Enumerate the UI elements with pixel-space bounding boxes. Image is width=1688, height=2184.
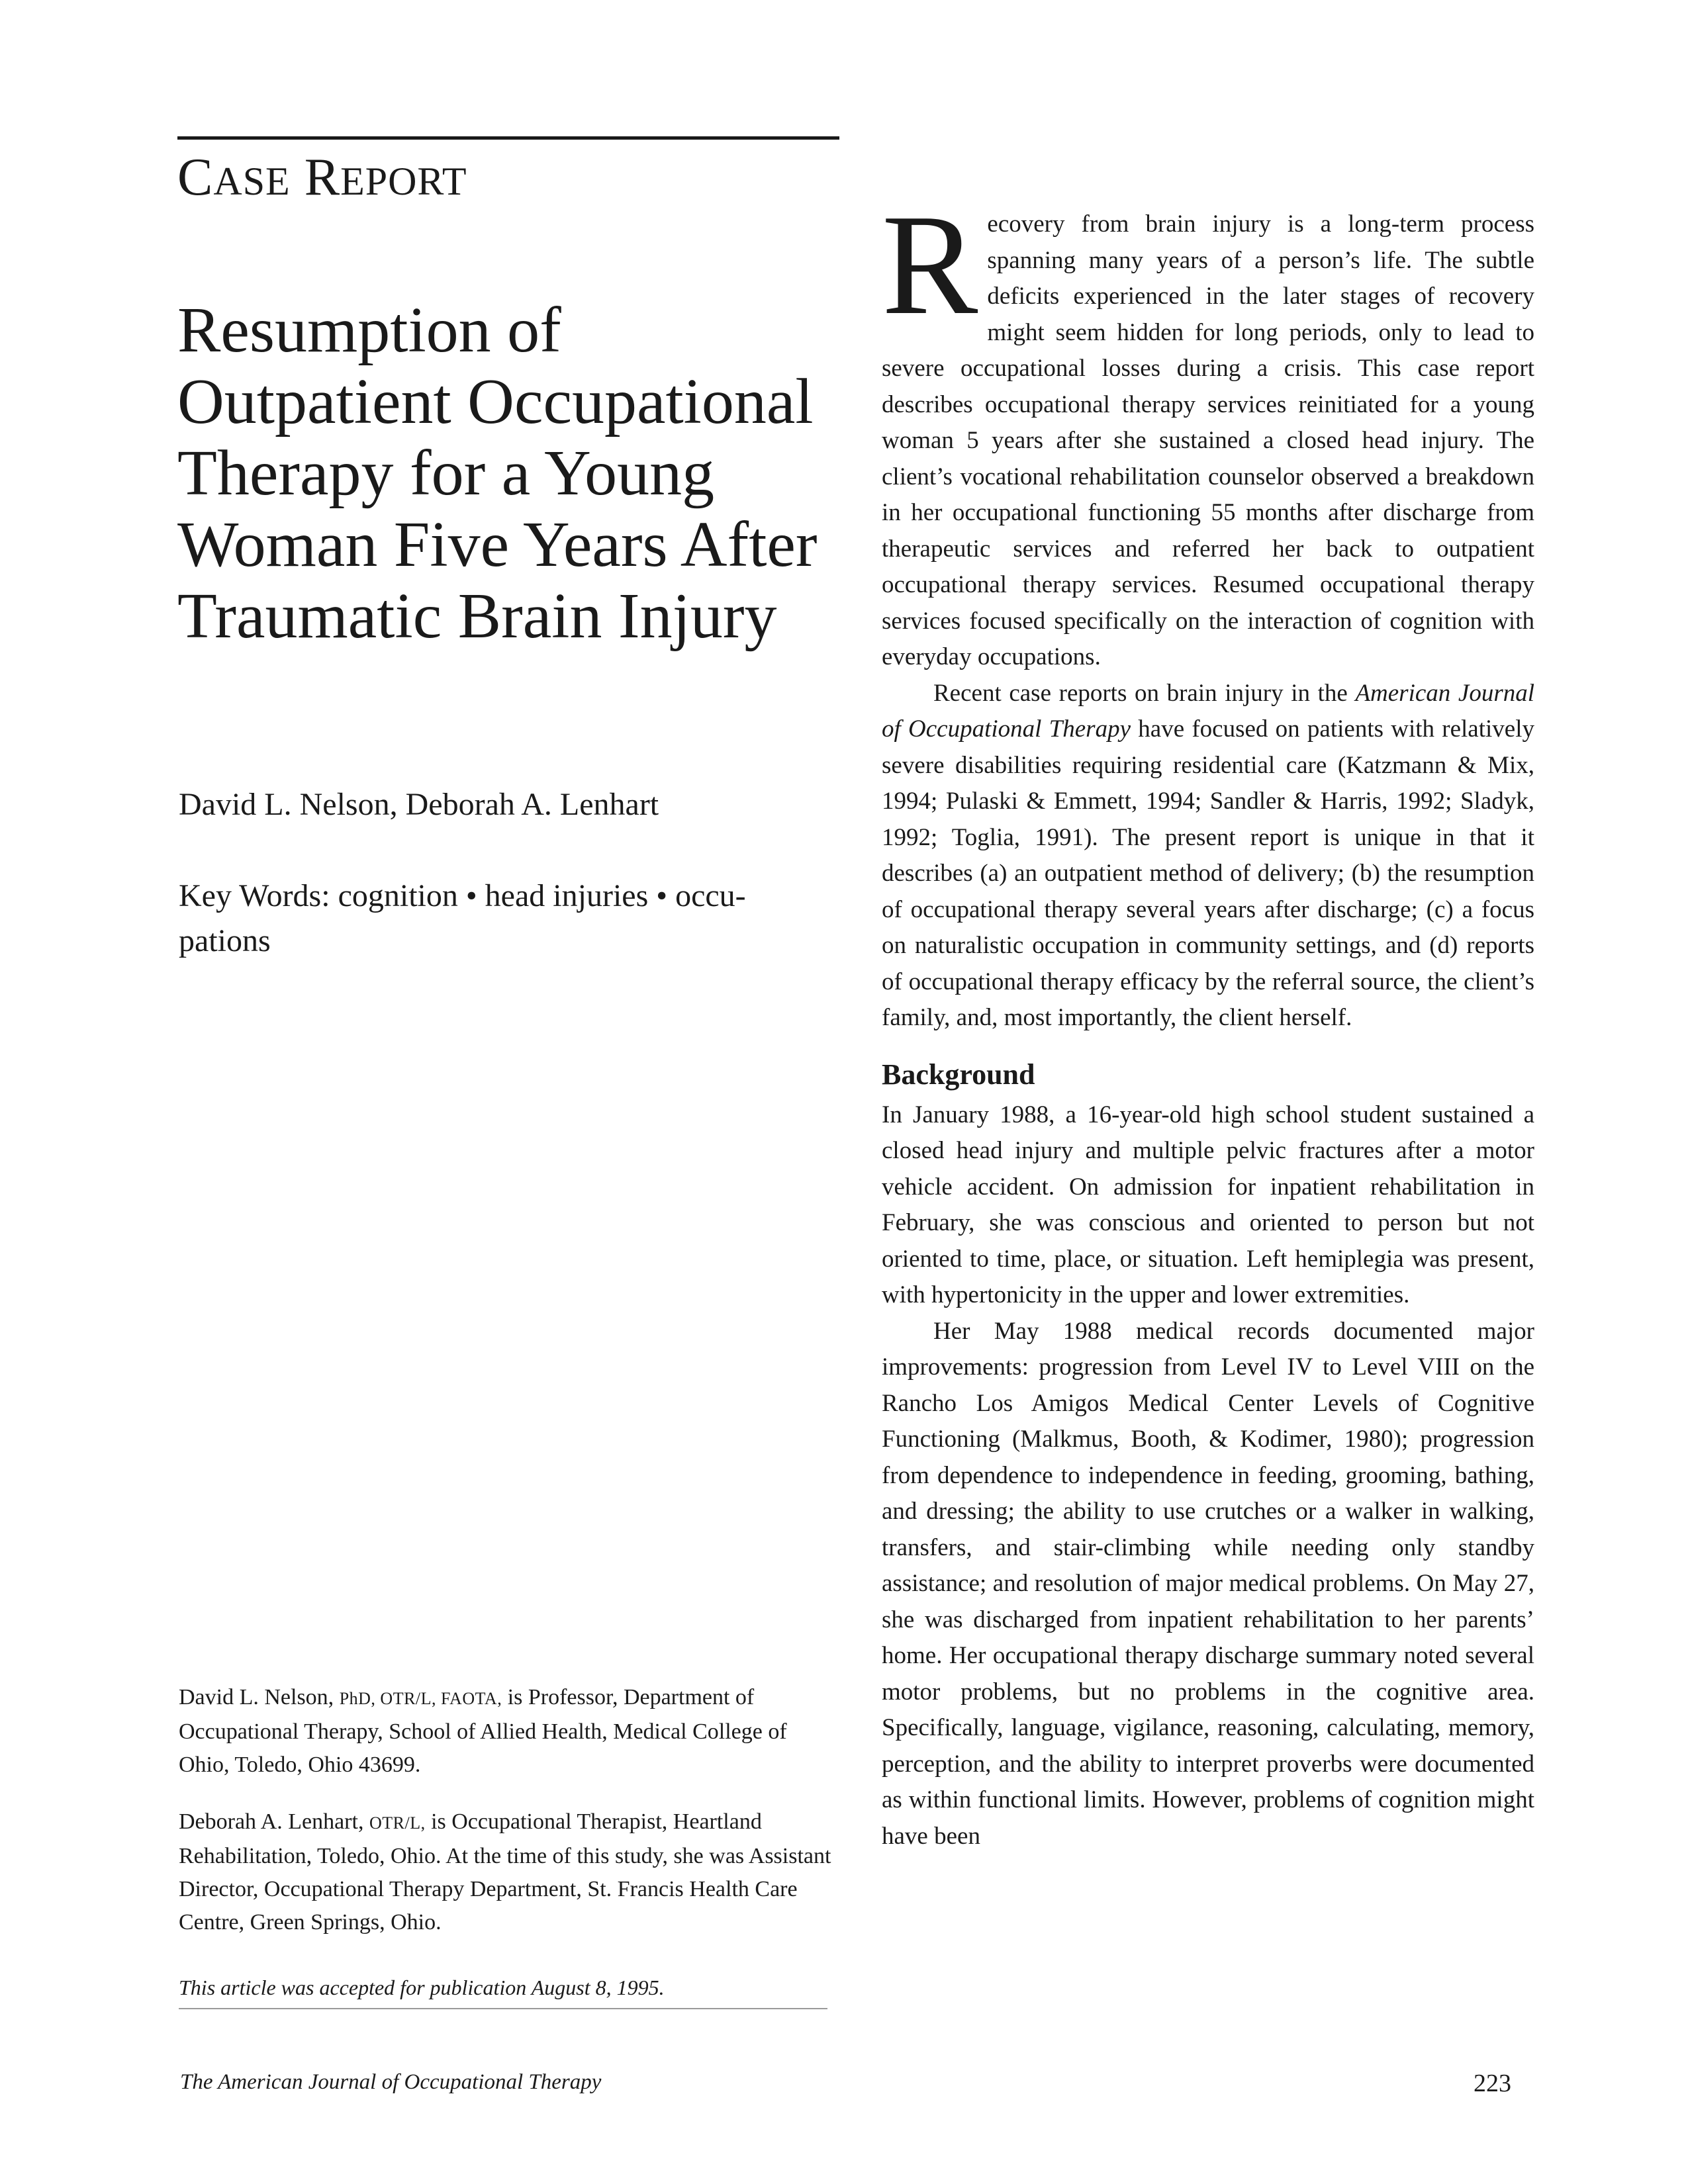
section-label-rest-2: EPORT [340,159,467,203]
page-number: 223 [1474,2070,1511,2097]
accepted-note: This article was accepted for publication August 8, 1995. [179,1976,665,1999]
keywords-list: cognition • head injuries • occu-pations [179,878,746,958]
top-rule [177,136,839,140]
section-label-initial-1: C [177,148,214,206]
author-affiliation [179,1681,841,1782]
section-heading: Background [882,1058,1035,1091]
paragraph: Her May 1988 medical records documented major improvements: progression from Level IV to Level VIII on the Rancho Los Amigos Medical Center Levels of Cognitive Functioning (Malkmus, Booth, & Kodimer, 1980); progression from dependence to independence in feeding, grooming, bathing, and dressing; the ability to use crutches or a walker in walking, transfers, and stair-climbing while needing only standby assistance; and resolution of major medical problems. On May 27, she was discharged from inpatient rehabilitation to her parents’ home. Her occupational therapy discharge summary noted several motor problems, but no problems in the cognitive area. Specifically, language, vigilance, reasoning, calculating, memory, perception, and the ability to interpret proverbs were documented as within functional limits. However, problems of cognition might have been [882,1317,1534,1850]
intro-paragraph [882,185,1534,676]
journal-name: American Journal of Occupational Therapy [882,679,1534,743]
paragraph [882,676,1534,1036]
author-affiliation [179,1805,841,1939]
bottom-rule [179,2008,827,2009]
body-column [882,185,1534,1854]
paragraph: In January 1988, a 16-year-old high school student sustained a closed head injury and multiple pelvic fractures after a motor vehicle accident. On admission for inpatient rehabilitation in February, she was conscious and oriented to person but not oriented to time, place, or situation. Left hemiplegia was present, with hypertonicity in the upper and lower extremities. [882,1101,1534,1308]
section-label-rest-1: ASE [213,159,291,203]
section-label [177,148,467,206]
affiliation-name: Deborah A. Lenhart, [179,1809,364,1834]
affiliation-text: is Professor, Department of Occupational Therapy, School of Allied Health, Medical College of Ohio, Toledo, Ohio 43699. [179,1685,787,1777]
keywords-label: Key Words: [179,878,330,913]
affiliation-text: is Occupational Therapist, Heartland Rehabilitation, Toledo, Ohio. At the time of this study, she was Assistant Director, Occupational Therapy Department, St. Francis Health Care Centre, Green Springs, Ohio. [179,1809,831,1934]
affiliation-credentials: OTR/L, [369,1813,426,1833]
article-title: Resumption of Outpatient Occupational Therapy for a Young Woman Five Years After Traumatic Brain Injury [177,295,818,652]
article-authors: David L. Nelson, Deborah A. Lenhart [179,787,659,822]
affiliation-name: David L. Nelson, [179,1685,334,1709]
paragraph-text: Recent case reports on brain injury in the [933,679,1356,707]
intro-text: ecovery from brain injury is a long-term process spanning many years of a person’s life. The subtle deficits experienced in the later stages of recovery might seem hidden for long periods, only to lead to severe occupational losses during a crisis. This case report describes occupational therapy services reinitiated for a young woman 5 years after she sustained a closed head injury. The client’s vocational rehabilitation counselor observed a breakdown in her occupational functioning 55 months after discharge from therapeutic services and referred her back to outpatient occupational therapy services. Resumed occupational therapy services focused specifically on the interaction of cognition with everyday occupations. [882,210,1534,670]
drop-cap: R [882,185,978,345]
section-label-initial-2: R [304,148,341,206]
paragraph-text: have focused on patients with relatively severe disabilities requiring residential care (Katzmann & Mix, 1994; Pulaski & Emmett, 1994; Sandler & Harris, 1992; Sladyk, 1992; Toglia, 1991). The present report is unique in that it describes (a) an outpatient method of delivery; (b) the resumption of occupational therapy several years after discharge; (c) a focus on naturalistic occupation in community settings, and (d) reports of occupational therapy efficacy by the referral source, the client’s family, and, most importantly, the client herself. [882,715,1534,1031]
keywords [179,874,827,964]
footer-journal-name: The American Journal of Occupational Therapy [180,2070,602,2094]
affiliation-credentials: PhD, OTR/L, FAOTA, [339,1689,502,1708]
